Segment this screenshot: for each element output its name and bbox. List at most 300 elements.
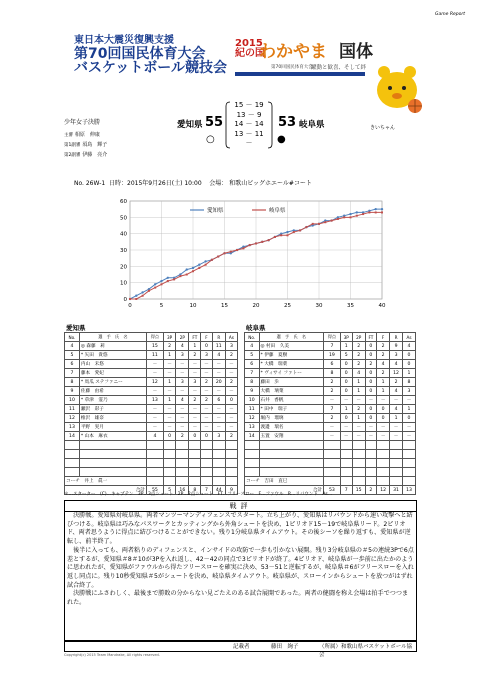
stat-cell: － [212,405,225,414]
game-date: 2015年9月26日(土) 10:00 [127,180,202,187]
stat-cell: － [201,414,212,423]
stat-cell: － [146,387,163,396]
stat-cell: － [201,423,212,432]
total-cell: 53 [324,486,341,495]
x-tick-label: 0 [128,303,132,309]
away-player-row [245,387,416,396]
stat-cell: － [352,432,365,441]
stat-cell: 10 [65,396,80,405]
stat-cell: 1 [189,342,201,351]
stat-cell: 2 [324,387,341,396]
mascot-icon [370,60,424,131]
stat-cell: 2 [377,369,390,378]
event-name: 第70回国民体育大会 [74,45,206,62]
official-row: 第1副審 須鳥 輝子 [64,142,108,148]
stat-cell: 1 [340,405,352,414]
report-paragraph: 後半に入っても、両者粘りのディフェンスと、インサイドの攻防で一歩も引かない展開。残り3分岐阜県の＃5の連続3Pで6点差とするが、愛知県＃8＃10が3Pを入れ返し、42－42の同点で3ピリオドが終了。4ピリオド、岐阜県が一歩前に出たかのように思われたが、愛知県がファウルから得たフリースローを確実に決め、53－51と逆転するが、岐阜県＃6がフリースローを入れ返し同点に。残り10秒愛知県＃5がシュートを決め、岐阜県タイムアウト。岐阜県が、スローインからシュートを放つがはずれ試合終了。 [67,546,414,589]
total-cell: 13 [403,486,416,495]
stat-cell: 13 [65,423,80,432]
stat-cell: 11 [245,405,260,414]
total-cell: 2 [365,486,377,495]
stat-cell: － [189,423,201,432]
event-title [74,36,227,76]
data-point [142,295,144,297]
stats-header-cell: No. [65,333,80,342]
y-tick-label: 10 [120,280,127,287]
stats-header-cell: R [390,333,403,342]
stats-header-cell: As [403,333,416,342]
stat-cell: － [390,396,403,405]
stat-cell: 8 [403,378,416,387]
data-point [135,298,137,300]
stat-cell: 3 [176,351,189,360]
stat-cell: － [225,405,237,414]
data-point [356,215,358,217]
empty-row [65,441,238,450]
stat-cell: 2 [225,351,237,360]
logo-kokutai: 国体 [339,42,373,62]
data-point [186,274,188,276]
official-row: 第2副審 伊藤 亮介 [64,152,108,158]
total-cell: 7 [340,486,352,495]
empty-row [245,450,416,459]
logo-subtitle: 第70回国民体育大会 [271,65,313,70]
data-point [161,283,163,285]
x-tick-label: 35 [347,303,354,309]
y-tick-label: 50 [120,215,127,222]
stat-cell: － [201,360,212,369]
stat-cell: 6 [65,360,80,369]
legend-label: 岐阜県 [269,208,286,214]
stat-cell: 0 [403,414,416,423]
stat-cell: － [201,369,212,378]
stats-header-cell: 3P [340,333,352,342]
empty-row [245,468,416,477]
stat-cell: 2 [324,378,341,387]
away-player-row [245,378,416,387]
total-cell: 9 [225,486,237,495]
stat-cell: － [176,387,189,396]
stat-cell: 1 [377,387,390,396]
quarter-score: 15 － 19 [234,101,264,109]
stat-cell: 19 [324,351,341,360]
stats-header-cell: 2P [176,333,189,342]
stat-cell: 1 [352,387,365,396]
away-team-name: 岐阜県 [299,120,325,130]
player-name: ◎ 森藤 莉 [79,342,146,351]
stat-cell: 1 [352,414,365,423]
stat-cell: 15 [146,342,163,351]
home-player-row [65,432,238,441]
data-point [286,231,288,233]
data-point [261,241,263,243]
data-point [349,213,351,215]
stats-header-cell: 2P [352,333,365,342]
stat-cell: 0 [365,405,377,414]
player-name: * 馬瓜 ステファニー [79,378,146,387]
data-point [167,277,169,279]
away-player-row [245,396,416,405]
stat-cell: － [390,432,403,441]
stat-cell: 6 [324,360,341,369]
stat-cell: 13 [146,396,163,405]
stat-cell: 4 [390,405,403,414]
stat-cell: 2 [352,351,365,360]
stat-cell: － [176,405,189,414]
stat-cell: 0 [340,378,352,387]
away-player-row [245,414,416,423]
stat-cell: － [352,423,365,432]
stats-header-cell: No. [245,333,260,342]
stat-cell: 0 [340,369,352,378]
stat-cell: 7 [324,342,341,351]
stat-cell: 3 [212,432,225,441]
player-name: 佐藤 由希 [79,387,146,396]
stat-cell: － [189,387,201,396]
stat-cell: 5 [340,351,352,360]
stat-cell: － [176,423,189,432]
stat-cell: － [365,432,377,441]
home-player-row [65,414,238,423]
report-title: 戦評 [65,501,416,512]
stat-cell: 2 [390,378,403,387]
stat-cell: － [225,369,237,378]
stat-cell: 7 [324,405,341,414]
stat-cell: 3 [201,351,212,360]
data-point [299,229,301,231]
stat-cell: 11 [146,351,163,360]
y-tick-label: 30 [120,248,127,254]
stat-cell: 9 [245,387,260,396]
player-name: * 田中 瑞子 [259,405,324,414]
y-tick-label: 40 [120,231,127,238]
empty-row [65,459,238,468]
stat-cell: 0 [201,432,212,441]
stat-cell: 8 [65,378,80,387]
quarter-score: 13 － 11 [234,129,264,138]
y-tick-label: 60 [120,199,127,205]
home-coach-row [65,477,238,486]
stat-cell: 4 [176,396,189,405]
data-point [305,226,307,228]
x-tick-label: 10 [189,303,197,309]
data-point [368,211,370,213]
stat-cell: 4 [352,369,365,378]
stat-cell: － [146,369,163,378]
data-point [173,278,175,280]
stat-cell: 2 [324,414,341,423]
data-point [192,267,194,269]
stat-cell: － [340,423,352,432]
stat-cell: － [212,387,225,396]
stat-cell: 6 [212,396,225,405]
total-cell: 16 [176,486,189,495]
report-type-label: Game Report [435,12,465,17]
stat-cell: 0 [189,432,201,441]
data-point [148,290,150,292]
away-score: 53 [278,115,297,130]
stat-cell: 2 [189,396,201,405]
total-cell: 7 [201,486,212,495]
event-sport: バスケットボール競技会 [74,60,228,77]
stats-header-cell: R [212,333,225,342]
stat-cell: － [189,369,201,378]
mascot-name: きいちゃん [370,125,396,131]
player-name: * 伊藤 夏樹 [259,351,324,360]
data-point [135,295,137,297]
stat-cell: － [163,369,175,378]
stat-cell: － [403,396,416,405]
stat-cell: － [225,423,237,432]
empty-row [245,459,416,468]
stat-cell: 2 [352,405,365,414]
player-name: 椎沢 雄奈 [79,414,146,423]
stat-cell: － [340,432,352,441]
home-player-row [65,396,238,405]
stat-cell: 2 [225,378,237,387]
stat-cell: 0 [163,432,175,441]
total-cell: 15 [352,486,365,495]
stat-cell: 1 [340,342,352,351]
stat-cell: － [176,369,189,378]
stat-cell: 4 [377,360,390,369]
stat-cell: 0 [403,360,416,369]
report-text [65,512,416,608]
player-name: 玉置 安翔 [259,432,324,441]
stat-cell: － [324,432,341,441]
stat-cell: － [163,423,175,432]
stat-cell: 13 [245,423,260,432]
game-info: No. 26W-1 日時：2015年9月26日(土) 10:00 会場： 和歌山ビッグホエール#コート [74,180,312,187]
stat-cell: 0 [365,342,377,351]
stat-cell: 0 [365,351,377,360]
stat-cell: － [365,423,377,432]
stats-header-cell: F [377,333,390,342]
data-point [160,280,162,282]
player-name: 瀬沢 彩子 [79,405,146,414]
stat-cell: 0 [340,414,352,423]
stats-header-cell: 得点 [324,333,341,342]
logo-year: 2015 紀の国 [235,38,265,59]
data-point [154,287,156,289]
total-cell: 44 [212,486,225,495]
stat-cell: 0 [201,342,212,351]
home-player-row [65,378,238,387]
copyright: Copyright(c) 2015 Team Mandrake, All rights reserved. [64,653,160,657]
stat-cell: 1 [163,351,175,360]
recorder-label: 記載者 [233,644,250,650]
data-point [268,239,270,241]
away-coach-row [245,477,416,486]
stat-cell: 3 [403,387,416,396]
total-cell: 8 [189,486,201,495]
stat-cell: － [324,423,341,432]
home-team-name: 愛知県 [177,120,203,130]
stat-cell: － [212,414,225,423]
x-tick-label: 15 [221,303,228,309]
total-cell: 5 [163,486,175,495]
data-point [280,234,282,236]
stat-cell: 3 [390,351,403,360]
stat-cell: 0 [365,387,377,396]
stats-header-cell: 選 手 氏 名 [259,333,324,342]
logo-slogan: 躍動と歓喜、そして絆 [311,65,367,71]
stat-cell: 2 [176,432,189,441]
stat-cell: 3 [189,378,201,387]
score-progression-chart [110,193,390,318]
stat-cell: － [189,405,201,414]
stat-cell: － [225,387,237,396]
stat-cell: － [324,396,341,405]
home-player-row [65,405,238,414]
stat-cell: 2 [201,396,212,405]
stat-cell: 2 [225,432,237,441]
total-cell: 31 [390,486,403,495]
data-point [343,216,345,218]
stat-cell: － [146,405,163,414]
data-point [331,220,333,222]
player-name: 大橋 璃菜 [259,387,324,396]
stat-cell: － [377,432,390,441]
stat-cell: 0 [403,351,416,360]
stat-cell: － [403,432,416,441]
quarter-score: － [245,139,253,147]
stat-cell: 12 [146,378,163,387]
stats-header-cell: F [201,333,212,342]
stat-cell: － [146,423,163,432]
player-name: 藤田 歩 [259,378,324,387]
stat-cell: 2 [352,342,365,351]
home-win-marker-icon: ○ [206,134,215,145]
stat-cell: 3 [225,342,237,351]
stat-cell: 2 [377,351,390,360]
home-player-row [65,351,238,360]
quarter-score: 14 － 14 [234,120,264,128]
game-category: 少年女子決勝 [64,119,101,126]
player-name: * 山本 麻衣 [79,432,146,441]
stat-cell: 7 [245,369,260,378]
away-stats-table [244,332,416,495]
data-point [205,264,207,266]
stat-cell: － [163,414,175,423]
totals-label: 合計 [245,486,324,495]
x-tick-label: 25 [284,303,291,309]
stats-header-cell: 選 手 氏 名 [79,333,146,342]
data-point [230,251,232,253]
stat-cell: 0 [365,414,377,423]
data-point [274,236,276,238]
recorder-name: 藤田 絢子 [271,644,299,650]
stats-header-cell: FT [189,333,201,342]
quarter-score: 13 － 9 [236,110,262,119]
stat-cell: 20 [212,378,225,387]
data-point [204,260,206,262]
game-number: No. 26W-1 [74,180,106,187]
stat-cell: － [176,414,189,423]
stat-cell: 14 [65,432,80,441]
home-player-row [65,369,238,378]
stat-cell: 8 [324,369,341,378]
home-player-row [65,360,238,369]
stat-cell: － [189,360,201,369]
stat-cell: 9 [390,342,403,351]
stats-header-cell: 得点 [146,333,163,342]
away-player-row [245,432,416,441]
stat-cell: － [146,414,163,423]
recorder-affiliation: （所属）和歌山県バスケットボール協会 [319,644,413,658]
stat-cell: 0 [377,405,390,414]
data-point [287,234,289,236]
stat-cell: 5 [65,351,80,360]
stats-header-cell: 3P [163,333,175,342]
stat-cell: 14 [245,432,260,441]
stat-cell: 12 [245,414,260,423]
stat-cell: － [212,423,225,432]
totals-label: 合計 [65,486,147,495]
data-point [312,223,314,225]
stat-cell: 12 [65,414,80,423]
data-point [242,247,244,249]
data-point [217,256,219,258]
data-point [324,221,326,223]
player-name: * 大橋 瑞菜 [259,360,324,369]
data-point [186,268,188,270]
stat-cell: － [340,396,352,405]
stat-cell: 0 [365,369,377,378]
data-point [198,264,200,266]
stat-cell: 4 [245,342,260,351]
x-tick-label: 40 [378,303,386,309]
stat-cell: 3 [176,378,189,387]
home-score: 55 [205,115,224,130]
stat-cell: 5 [245,351,260,360]
stat-cell: 11 [65,405,80,414]
stat-cell: － [403,423,416,432]
logo-name: わかやま [259,42,327,62]
stat-cell: 1 [403,405,416,414]
stat-cell: 2 [163,342,175,351]
legend-label: 愛知県 [207,208,224,214]
report-paragraph: 決勝戦にふさわしく、最後まで勝敗の分からない見ごたえのある試合展開であった。両者の健闘を称え会場は拍手でつつまれた。 [67,590,409,607]
stat-cell: 1 [163,396,175,405]
player-name: 渡邊 瑞名 [259,423,324,432]
stat-cell: － [212,360,225,369]
stat-cell: 1 [377,378,390,387]
home-player-row [65,387,238,396]
y-tick-label: 20 [120,264,127,271]
game-venue: 和歌山ビッグホエール#コート [229,180,312,187]
stat-cell: － [225,360,237,369]
stat-cell: 6 [245,360,260,369]
stat-cell: － [365,396,377,405]
away-player-row [245,405,416,414]
officials [64,131,154,161]
away-player-row [245,351,416,360]
data-point [192,270,194,272]
data-point [154,283,156,285]
stat-cell: 4 [176,342,189,351]
empty-row [245,441,416,450]
stat-cell: 1 [163,378,175,387]
player-name: * 草津 霊乃 [79,396,146,405]
player-name: 内山 未悠 [79,360,146,369]
data-point [211,259,213,261]
stat-cell: － [163,360,175,369]
stat-cell: 4 [390,387,403,396]
player-name: ◎ 村田 久美 [259,342,324,351]
stat-cell: － [225,414,237,423]
stat-cell: － [390,423,403,432]
